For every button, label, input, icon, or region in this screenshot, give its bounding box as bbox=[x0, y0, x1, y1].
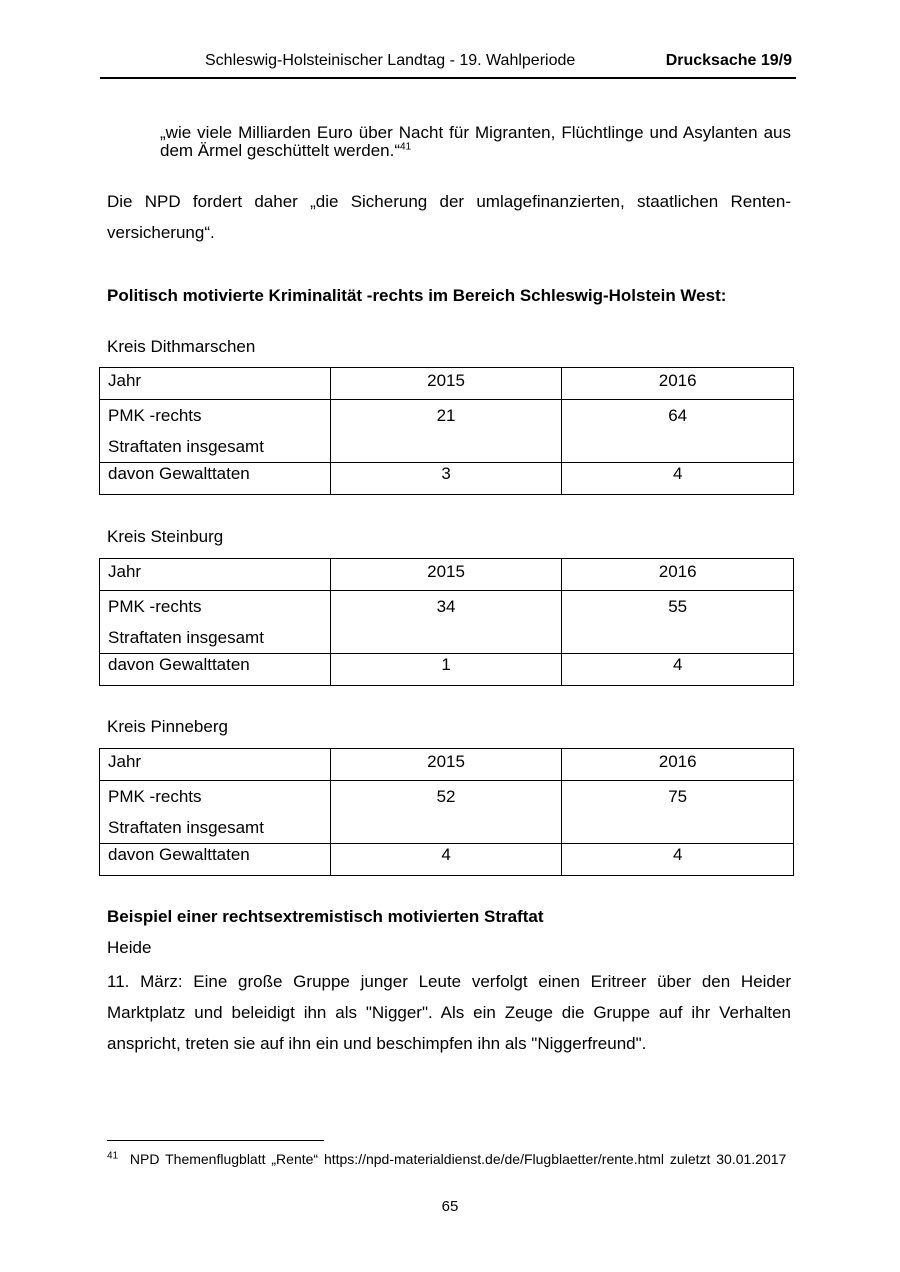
example-city: Heide bbox=[107, 938, 152, 957]
crime-table bbox=[99, 748, 794, 876]
year-cell: 2016 bbox=[562, 749, 794, 781]
value-cell: 4 bbox=[562, 463, 794, 495]
year-cell: 2015 bbox=[330, 749, 562, 781]
example-text: 11. März: Eine große Gruppe junger Leute verfolgt einen Eritreer über den Heider Marktplatz und beleidigt ihn als "Nigger". Als ein Zeuge die Gruppe auf ihr Verhalten anspricht, treten sie auf ihn ein und beschimpfen ihn als "Niggerfreund". bbox=[107, 972, 791, 1053]
value-cell: 4 bbox=[562, 654, 794, 686]
year-cell: 2015 bbox=[330, 559, 562, 591]
value-cell: 21 bbox=[330, 400, 562, 463]
crime-table bbox=[99, 367, 794, 495]
body-paragraph: Die NPD fordert daher „die Sicherung der umlagefinanzierten, staatlichen Renten-versicherung“. bbox=[107, 192, 791, 242]
table-row bbox=[100, 368, 794, 400]
table-row bbox=[100, 559, 794, 591]
table-row bbox=[100, 591, 794, 654]
value-cell: 75 bbox=[562, 781, 794, 844]
row-label bbox=[100, 400, 331, 463]
year-cell: 2016 bbox=[562, 559, 794, 591]
row-label-line: PMK -rechts bbox=[108, 406, 202, 425]
value-cell: 34 bbox=[330, 591, 562, 654]
row-label: davon Gewalttaten bbox=[100, 844, 331, 876]
row-label-line: PMK -rechts bbox=[108, 787, 202, 806]
kreis-heading: Kreis Pinneberg bbox=[107, 717, 228, 736]
footnote-divider bbox=[107, 1140, 324, 1141]
kreis-heading: Kreis Dithmarschen bbox=[107, 337, 256, 356]
drucksache-number: Drucksache 19/9 bbox=[665, 52, 792, 69]
row-label-line: Straftaten insgesamt bbox=[108, 818, 264, 837]
row-label-line: Straftaten insgesamt bbox=[108, 437, 264, 456]
value-cell: 3 bbox=[330, 463, 562, 495]
header-title: Schleswig-Holsteinischer Landtag - 19. Wahlperiode bbox=[205, 52, 576, 69]
table-row bbox=[100, 654, 794, 686]
table-row bbox=[100, 463, 794, 495]
table-row bbox=[100, 844, 794, 876]
footnote bbox=[107, 1150, 791, 1169]
header-divider bbox=[100, 77, 796, 79]
row-label: Jahr bbox=[100, 559, 331, 591]
row-label-line: Straftaten insgesamt bbox=[108, 628, 264, 647]
page-number: 65 bbox=[441, 1198, 459, 1215]
section-heading: Politisch motivierte Kriminalität -rechts im Bereich Schleswig-Holstein West: bbox=[107, 286, 727, 305]
value-cell: 52 bbox=[330, 781, 562, 844]
crime-table bbox=[99, 558, 794, 686]
example-heading: Beispiel einer rechtsextremistisch motivierten Straftat bbox=[107, 907, 544, 926]
value-cell: 4 bbox=[330, 844, 562, 876]
table-row bbox=[100, 749, 794, 781]
block-quote bbox=[160, 124, 791, 160]
year-cell: 2015 bbox=[330, 368, 562, 400]
footnote-text: NPD Themenflugblatt „Rente“ https://npd-materialdienst.de/de/Flugblaetter/rente.html zuletzt 30.01.2017 bbox=[129, 1151, 787, 1167]
row-label: Jahr bbox=[100, 368, 331, 400]
row-label: Jahr bbox=[100, 749, 331, 781]
value-cell: 4 bbox=[562, 844, 794, 876]
row-label-line: PMK -rechts bbox=[108, 597, 202, 616]
row-label: davon Gewalttaten bbox=[100, 654, 331, 686]
value-cell: 64 bbox=[562, 400, 794, 463]
footnote-ref[interactable]: 41 bbox=[400, 141, 412, 153]
table-row bbox=[100, 781, 794, 844]
row-label bbox=[100, 781, 331, 844]
row-label: davon Gewalttaten bbox=[100, 463, 331, 495]
kreis-heading: Kreis Steinburg bbox=[107, 527, 224, 546]
year-cell: 2016 bbox=[562, 368, 794, 400]
table-row bbox=[100, 400, 794, 463]
row-label bbox=[100, 591, 331, 654]
value-cell: 1 bbox=[330, 654, 562, 686]
value-cell: 55 bbox=[562, 591, 794, 654]
footnote-number: 41 bbox=[107, 1150, 119, 1162]
quote-text: „wie viele Milliarden Euro über Nacht für Migranten, Flüchtlinge und Asylanten aus dem Ärmel geschüttelt werden.“ bbox=[160, 123, 791, 160]
